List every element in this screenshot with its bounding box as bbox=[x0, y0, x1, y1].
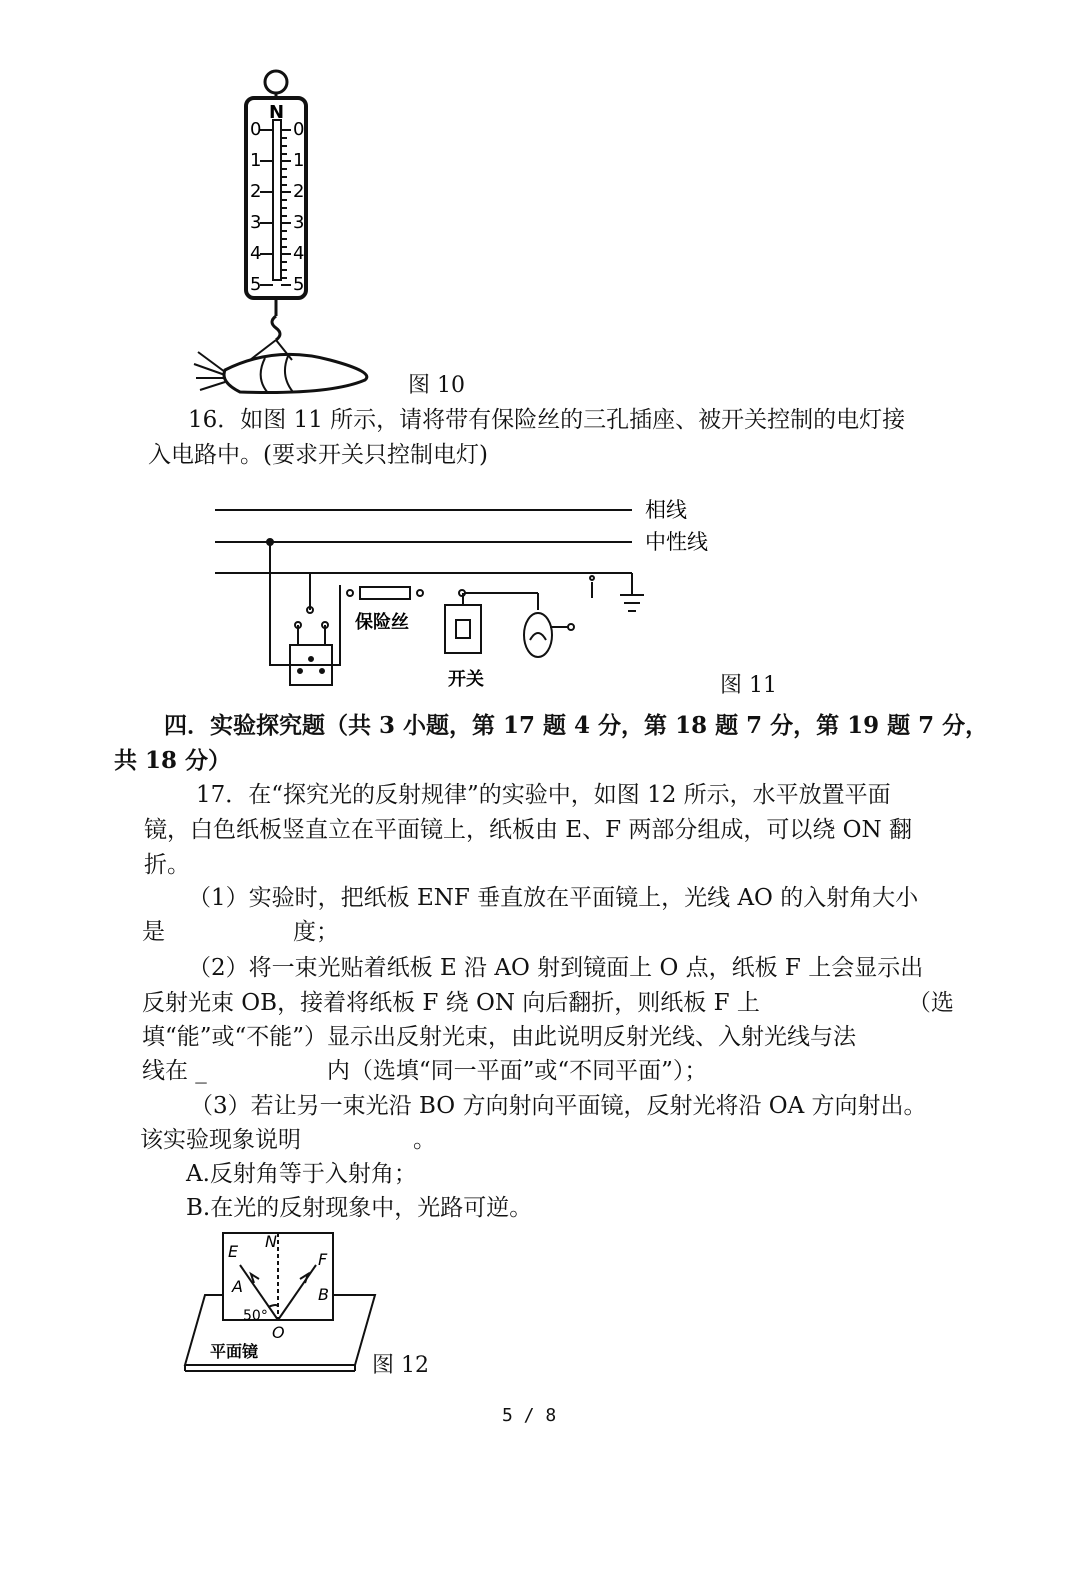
q17-part2-line3: 填“能”或“不能”）显示出反射光束，由此说明反射光线、入射光线与法 bbox=[142, 1024, 857, 1050]
q17-part1-line1: （1）实验时，把纸板 ENF 垂直放在平面镜上，光线 AO 的入射角大小 bbox=[188, 885, 919, 911]
scale-left-tick-label: 2 bbox=[250, 181, 262, 202]
scale-right-tick-label: 5 bbox=[293, 274, 305, 295]
q17-part2-line4: 线在 _ 内（选填“同一平面”或“不同平面”）； bbox=[142, 1058, 708, 1084]
scale-right-tick-label: 1 bbox=[293, 150, 305, 171]
label-N: N bbox=[265, 1232, 277, 1251]
fuse-label: 保险丝 bbox=[355, 612, 409, 633]
q16-line1: 16．如图 11 所示，请将带有保险丝的三孔插座、被开关控制的电灯接 bbox=[188, 407, 906, 433]
q17-line3: 折。 bbox=[144, 852, 190, 878]
figure-10-spring-scale bbox=[180, 60, 480, 405]
scale-right-tick-label: 3 bbox=[293, 212, 305, 233]
figure-12-caption: 图 12 bbox=[372, 1353, 429, 1378]
q17-part3-line1: （3）若让另一束光沿 BO 方向射向平面镜，反射光将沿 OA 方向射出。 bbox=[190, 1093, 927, 1119]
label-E: E bbox=[228, 1242, 239, 1261]
scale-left-tick-label: 4 bbox=[250, 243, 262, 264]
q17-part2-line2: 反射光束 OB，接着将纸板 F 绕 ON 向后翻折，则纸板 F 上 （选 bbox=[142, 990, 954, 1016]
page-number: 5 / 8 bbox=[502, 1405, 557, 1426]
label-O: O bbox=[272, 1323, 285, 1342]
scale-top-label: N bbox=[269, 102, 285, 123]
q17-line2: 镜，白色纸板竖直立在平面镜上，纸板由 E、F 两部分组成，可以绕 ON 翻 bbox=[144, 817, 912, 843]
figure-12-reflection-setup bbox=[180, 1225, 380, 1375]
label-F: F bbox=[318, 1250, 328, 1269]
figure-11-circuit bbox=[200, 485, 800, 705]
figure-11-caption: 图 11 bbox=[720, 673, 777, 698]
label-B: B bbox=[318, 1285, 329, 1304]
scale-right-tick-label: 2 bbox=[293, 181, 305, 202]
q17-part3-line2: 该实验现象说明 。 bbox=[140, 1127, 436, 1153]
q17-option-b: B.在光的反射现象中，光路可逆。 bbox=[186, 1195, 533, 1221]
angle-label: 50° bbox=[243, 1308, 268, 1324]
q16-line2: 入电路中。(要求开关只控制电灯) bbox=[148, 442, 488, 468]
mirror-label: 平面镜 bbox=[210, 1342, 259, 1361]
q17-option-a: A.反射角等于入射角； bbox=[186, 1161, 417, 1187]
q17-line1: 17．在“探究光的反射规律”的实验中，如图 12 所示，水平放置平面 bbox=[196, 782, 891, 808]
q17-part2-line1: （2）将一束光贴着纸板 E 沿 AO 射到镜面上 O 点，纸板 F 上会显示出 bbox=[188, 955, 924, 981]
scale-left-tick-label: 3 bbox=[250, 212, 262, 233]
section-4-heading-line2: 共 18 分） bbox=[114, 747, 232, 774]
q17-part1-line2: 是 度； bbox=[142, 919, 339, 945]
live-wire-label: 相线 bbox=[645, 498, 687, 522]
switch-label: 开关 bbox=[448, 669, 484, 690]
scale-left-tick-label: 0 bbox=[250, 119, 262, 140]
scale-right-tick-label: 4 bbox=[293, 243, 305, 264]
label-A: A bbox=[232, 1277, 243, 1296]
section-4-heading-line1: 四．实验探究题（共 3 小题，第 17 题 4 分，第 18 题 7 分，第 19 题 7 分， bbox=[164, 712, 989, 739]
scale-left-tick-label: 1 bbox=[250, 150, 262, 171]
scale-right-tick-label: 0 bbox=[293, 119, 305, 140]
figure-10-caption: 图 10 bbox=[408, 373, 465, 398]
neutral-wire-label: 中性线 bbox=[645, 530, 708, 554]
scale-left-tick-label: 5 bbox=[250, 274, 262, 295]
